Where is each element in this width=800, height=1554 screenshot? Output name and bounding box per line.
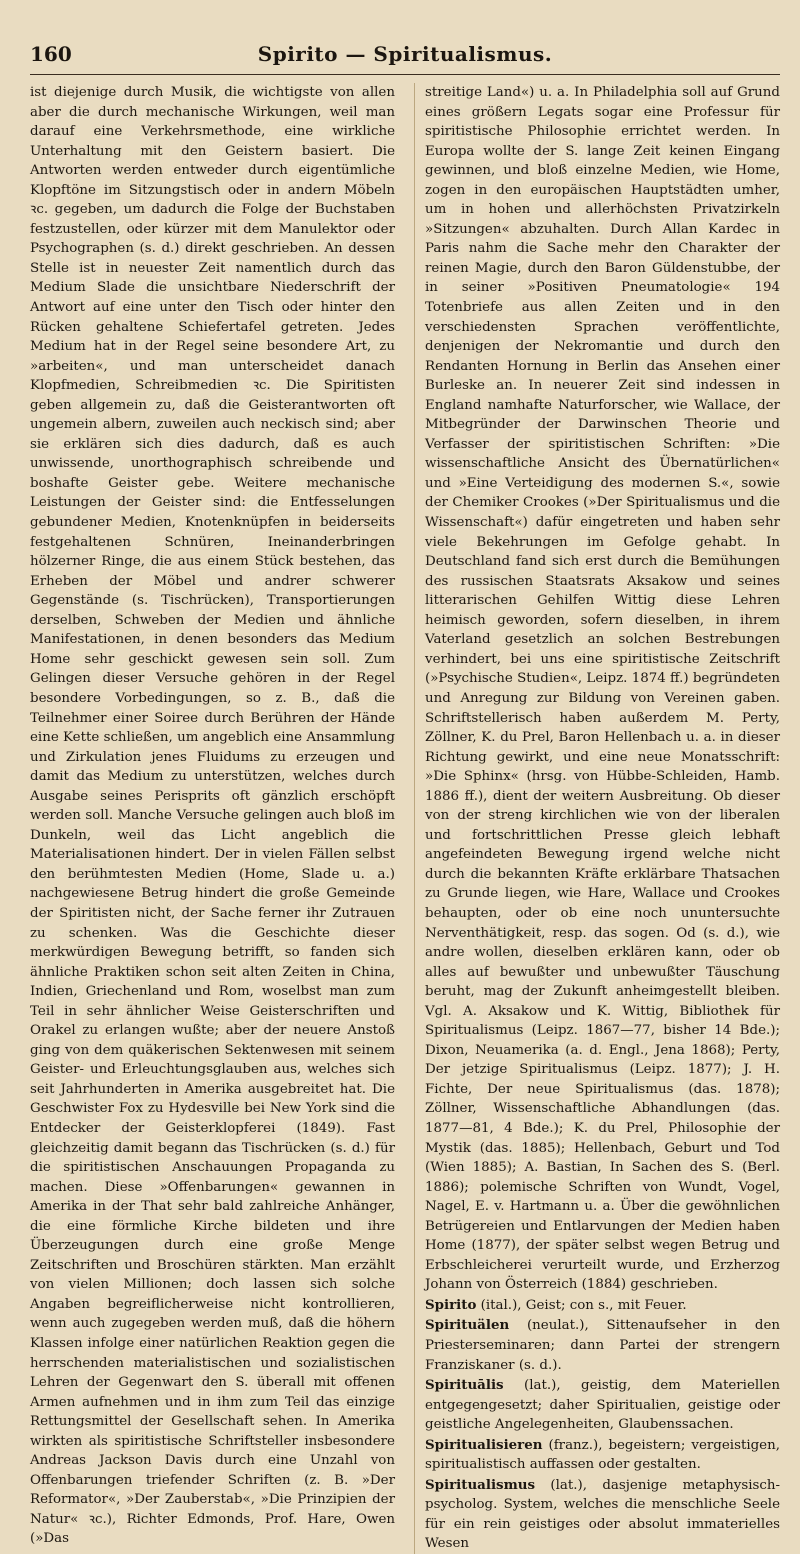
- entry-spiritualis: [425, 1376, 780, 1435]
- entry-headword: Spiritualisieren: [425, 1436, 543, 1453]
- entry-headword: Spiritualismus: [425, 1476, 536, 1493]
- left-column-paragraph: ist diejenige durch Musik, die wichtigste von allen aber die durch mechanische Wirkungen, weil man darauf eine Verkehrsmethode, eine wirkliche Unterhaltung mit den Geistern basiert. Die Antworten werden entweder durch eigentümliche Klopftöne im Sitzungstisch oder in andern Möbeln ꝛc. gegeben, um dadurch die Folge der Buchstaben festzustellen, oder kürzer mit dem Manulektor oder Psychographen (s. d.) direkt geschrieben. An dessen Stelle ist in neuester Zeit namentlich durch das Medium Slade die unsichtbare Niederschrift der Antwort auf eine unter den Tisch oder hinter den Rücken gehaltene Schiefertafel getreten. Jedes Medium hat in der Regel seine besondere Art, zu »arbeiten«, und man unterscheidet danach Klopfmedien, Schreibmedien ꝛc. Die Spiritisten geben allgemein zu, daß die Geisterantworten oft ungemein albern, zuweilen auch neckisch sind; aber sie erklären sich dies dadurch, daß es auch unwissende, unorthographisch schreibende und boshafte Geister gebe. Weitere mechanische Leistungen der Geister sind: die Entfesselungen gebundener Medien, Knotenknüpfen in beiderseits festgehaltenen Schnüren, Ineinanderbringen hölzerner Ringe, die aus einem Stück bestehen, das Erheben der Möbel und andrer schwerer Gegenstände (s. Tischrücken), Transportierungen derselben, Schweben der Medien und ähnliche Manifestationen, in denen besonders das Medium Home sehr geschickt gewesen sein soll. Zum Gelingen dieser Versuche gehören in der Regel besondere Vorbedingungen, so z. B., daß die Teilnehmer einer Soiree durch Berühren der Hände eine Kette schließen, um angeblich eine Ansammlung und Zirkulation jenes Fluidums zu erzeugen und damit das Medium zu unterstützen, welches durch Ausgabe seines Perisprits oft gänzlich erschöpft werden soll. Manche Versuche gelingen auch bloß im Dunkeln, weil das Licht angeblich die Materialisationen hindert. Der in vielen Fällen selbst den berühmtesten Medien (Home, Slade u. a.) nachgewiesene Betrug hindert die große Gemeinde der Spiritisten nicht, der Sache ferner ihr Zutrauen zu schenken. Was die Geschichte dieser merkwürdigen Bewegung betrifft, so fanden sich ähnliche Praktiken schon seit alten Zeiten in China, Indien, Griechenland und Rom, woselbst man zum Teil in sehr ähnlicher Weise Geisterschriften und Orakel zu erlangen wußte; aber der neuere Anstoß ging von dem quäkerischen Sektenwesen mit seinem Geister- und Erleuchtungsglauben aus, welches sich seit Jahrhunderten in Amerika ausgebreitet hat. Die Geschwister Fox zu Hydesville bei New York sind die Entdecker der Geisterklopferei (1849). Fast gleichzeitig damit begann das Tischrücken (s. d.) für die spiritistischen Anschauungen Propaganda zu machen. Diese »Offenbarungen« gewannen in Amerika in der That sehr bald zahlreiche Anhänger, die eine förmliche Kirche bildeten und ihre Überzeugungen durch eine große Menge Zeitschriften und Broschüren stärkten. Man erzählt von vielen Millionen; doch lassen sich solche Angaben begreiflicherweise nicht kontrollieren, wenn auch zugegeben werden muß, daß die höhern Klassen infolge einer natürlichen Reaktion gegen die herrschenden materialistischen und sozialistischen Lehren der Gegenwart den S. überall mit offenen Armen aufnehmen und in ihm zum Teil das einzige Rettungsmittel der Gesellschaft sehen. In Amerika wirkten als spiritistische Schriftsteller insbesondere Andreas Jackson Davis durch eine Unzahl von Offenbarungen triefender Schriften (z. B. »Der Reformator«, »Der Zauberstab«, »Die Prinzipien der Natur« ꝛc.), Richter Edmonds, Prof. Hare, Owen (»Das: [30, 85, 395, 1547]
- entry-spirito: [425, 1296, 780, 1316]
- page-number: 160: [30, 42, 72, 66]
- right-column-paragraph: streitige Land«) u. a. In Philadelphia soll auf Grund eines größern Legats sogar eine Professur für spiritistische Philosophie errichtet werden. In Europa wollte der S. lange Zeit keinen Eingang gewinnen, und bloß einzelne Medien, wie Home, zogen in den europäischen Hauptstädten umher, um in hohen und allerhöchsten Privatzirkeln »Sitzungen« abzuhalten. Durch Allan Kardec in Paris nahm die Sache mehr den Charakter der reinen Magie, durch den Baron Güldenstubbe, der in seiner »Positiven Pneumatologie« 194 Totenbriefe aus allen Zeiten und in den verschiedensten Sprachen veröffentlichte, denjenigen der Nekromantie und durch den Rendanten Hornung in Berlin das Ansehen einer Burleske an. In neuerer Zeit sind indessen in England namhafte Naturforscher, wie Wallace, der Mitbegründer der Darwinschen Theorie und Verfasser der spiritistischen Schriften: »Die wissenschaftliche Ansicht des Übernatürlichen« und »Eine Verteidigung des modernen S.«, sowie der Chemiker Crookes (»Der Spiritualismus und die Wissenschaft«) dafür eingetreten und haben sehr viele Bekehrungen im Gefolge gehabt. In Deutschland fand sich erst durch die Bemühungen des russischen Staatsrats Aksakow und seines litterarischen Gehilfen Wittig diese Lehren heimisch geworden, sofern dieselben, in ihrem Vaterland gesetzlich an solchen Bestrebungen verhindert, bei uns eine spiritistische Zeitschrift (»Psychische Studien«, Leipz. 1874 ff.) begründeten und Anregung zur Bildung von Vereinen gaben. Schriftstellerisch haben außerdem M. Perty, Zöllner, K. du Prel, Baron Hellenbach u. a. in dieser Richtung gewirkt, und eine neue Monatsschrift: »Die Sphinx« (hrsg. von Hübbe-Schleiden, Hamb. 1886 ff.), dient der weitern Ausbreitung. Ob dieser von der streng kirchlichen wie von der liberalen und fortschrittlichen Presse gleich lebhaft angefeindeten Bewegung irgend welche nicht durch die bekannten Kräfte erklärbare Thatsachen zu Grunde liegen, wie Hare, Wallace und Crookes behaupten, oder ob eine noch ununtersuchte Nerventhätigkeit, resp. das sogen. Od (s. d.), wie andre wollen, dieselben erklären kann, oder ob alles auf bewußter und unbewußter Täuschung beruht, mag der Zukunft anheimgestellt bleiben. Vgl. A. Aksakow und K. Wittig, Bibliothek für Spiritualismus (Leipz. 1867—77, bisher 14 Bde.); Dixon, Neuamerika (a. d. Engl., Jena 1868); Perty, Der jetzige Spiritualismus (Leipz. 1877); J. H. Fichte, Der neue Spiritualismus (das. 1878); Zöllner, Wissenschaftliche Abhandlungen (das. 1877—81, 4 Bde.); K. du Prel, Philosophie der Mystik (das. 1885); Hellenbach, Geburt und Tod (Wien 1885); A. Bastian, In Sachen des S. (Berl. 1886); polemische Schriften von Wundt, Vogel, Nagel, E. v. Hartmann u. a. Über die gewöhnlichen Betrügereien und Entlarvungen der Medien haben Home (1877), der später selbst wegen Betrug und Erbschleicherei verurteilt wurde, und Erzherzog Johann von Österreich (1884) geschrieben.: [425, 85, 780, 1293]
- entry-spiritualismus: [425, 1476, 780, 1554]
- entry-headword: Spirituälen: [425, 1317, 510, 1334]
- entry-definition: (lat.), dasjenige metaphysisch-psycholog. System, welches die menschliche Seele für ein rein geistiges oder absolut immaterielles Wesen: [425, 1477, 781, 1552]
- entry-definition: (franz.), begeistern; vergeistigen, spiritualistisch auffassen oder gestalten.: [425, 1437, 780, 1473]
- entry-headword: Spirito: [425, 1296, 477, 1313]
- running-head: Spirito — Spiritualismus.: [257, 42, 553, 66]
- right-column: [414, 83, 780, 1554]
- entry-definition: (neulat.), Sittenaufseher in den Priesterseminaren; dann Partei der strengern Franziskaner (s. d.).: [425, 1318, 780, 1373]
- entry-spiritualisieren: [425, 1436, 780, 1475]
- entry-headword: Spirituālis: [425, 1377, 504, 1394]
- entry-definition: (ital.), Geist; con s., mit Feuer.: [480, 1297, 687, 1313]
- entry-spiritualen: [425, 1316, 780, 1375]
- text-columns: [30, 83, 780, 1554]
- page-header: [30, 38, 780, 75]
- left-column: [30, 83, 395, 1554]
- entry-definition: (lat.), geistig, dem Materiellen entgegengesetzt; daher Spiritualien, geistige oder geistliche Angelegenheiten, Glaubenssachen.: [425, 1378, 780, 1433]
